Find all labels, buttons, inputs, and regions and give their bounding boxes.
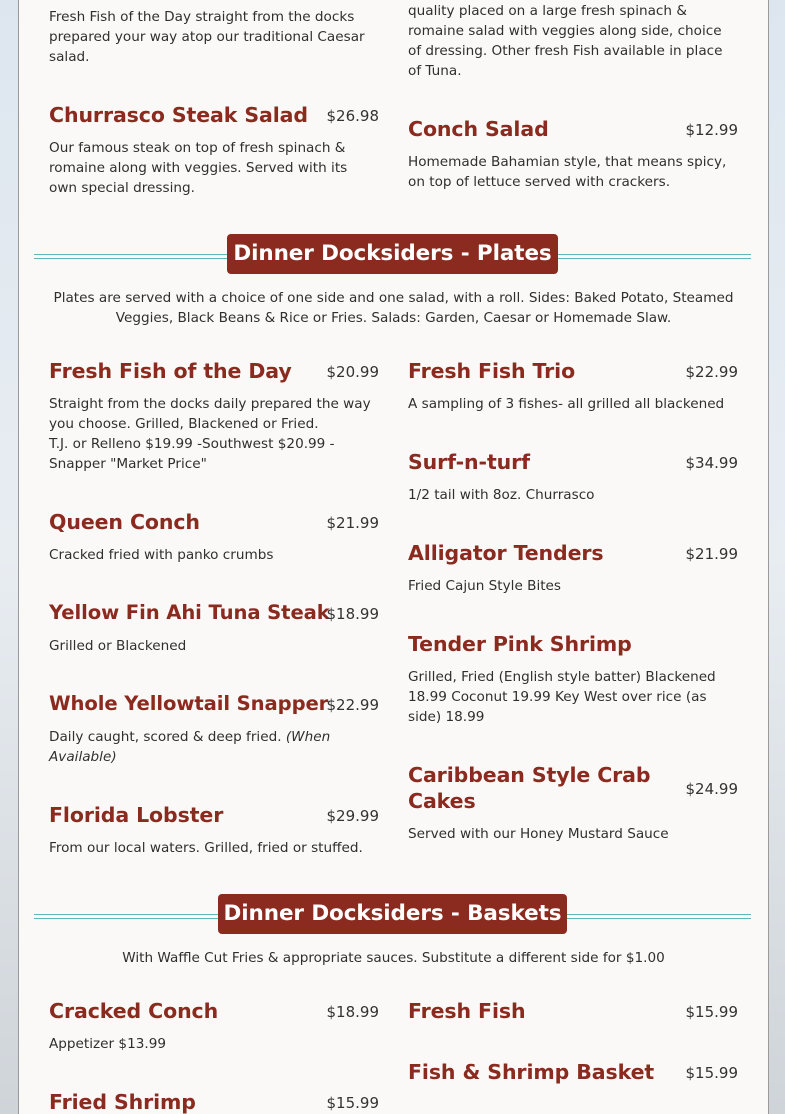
menu-item-yellow-fin-tuna <box>49 600 379 660</box>
item-name: Florida Lobster <box>49 803 224 827</box>
item-description: quality placed on a large fresh spinach & romaine salad with veggies along side, choice of dressing. Other fresh Fish available in place of Tuna. <box>408 3 723 79</box>
item-description: Cracked fried with panko crumbs <box>49 547 274 563</box>
item-name: Fresh Fish of the Day <box>49 359 292 383</box>
item-price: $24.99 <box>685 780 738 798</box>
item-description: Grilled, Fried (English style batter) Blackened 18.99 Coconut 19.99 Key West over rice (as side) 18.99 <box>408 669 716 725</box>
item-price: $18.99 <box>326 1003 379 1021</box>
menu-item-churrasco-steak-salad <box>49 102 379 202</box>
item-description: A sampling of 3 fishes- all grilled all blackened <box>408 396 725 412</box>
item-description: Appetizer $13.99 <box>49 1036 167 1052</box>
item-description: Fried Cajun Style Bites <box>408 578 562 594</box>
menu-item-conch-salad <box>408 116 738 196</box>
item-name: Tender Pink Shrimp <box>408 632 632 656</box>
item-description <box>49 727 339 767</box>
menu-item-fresh-fish-of-the-day <box>49 358 379 478</box>
menu-item-surf-n-turf <box>408 449 738 509</box>
item-price: $15.99 <box>685 1003 738 1021</box>
item-name: Fried Shrimp <box>49 1090 196 1114</box>
item-description: Our famous steak on top of fresh spinach & romaine along with veggies. Served with its own special dressing. <box>49 140 348 196</box>
item-name: Surf-n-turf <box>408 450 530 474</box>
item-price: $12.99 <box>685 121 738 139</box>
section-intro-baskets: With Waffle Cut Fries & appropriate sauces. Substitute a different side for $1.00 <box>122 950 665 966</box>
item-name: Conch Salad <box>408 117 549 141</box>
item-name: Cracked Conch <box>49 999 219 1023</box>
menu-item-fish-shrimp-basket <box>408 1059 738 1089</box>
menu-item-fresh-fish-trio <box>408 358 738 418</box>
item-description: From our local waters. Grilled, fried or stuffed. <box>49 840 363 856</box>
item-description-text: Daily caught, scored & deep fried. <box>49 729 286 745</box>
menu-item-alligator-tenders <box>408 540 738 600</box>
item-name: Queen Conch <box>49 510 200 534</box>
item-description: Homemade Bahamian style, that means spicy, on top of lettuce served with crackers. <box>408 154 727 190</box>
item-price: $29.99 <box>326 807 379 825</box>
menu-item-florida-lobster <box>49 802 379 862</box>
menu-item-caribbean-crab-cakes <box>408 762 738 852</box>
item-name: Fish & Shrimp Basket <box>408 1060 655 1084</box>
item-price: $26.98 <box>326 107 379 125</box>
item-name: Whole Yellowtail Snapper <box>49 692 329 715</box>
section-title-baskets: Dinner Docksiders - Baskets <box>218 894 567 934</box>
menu-page <box>18 0 769 1114</box>
menu-item-whole-yellowtail-snapper <box>49 691 379 771</box>
item-price: $34.99 <box>685 454 738 472</box>
section-title-plates: Dinner Docksiders - Plates <box>227 234 558 274</box>
menu-item-fresh-fish-basket <box>408 998 738 1028</box>
menu-item-cracked-conch <box>49 998 379 1058</box>
item-name: Alligator Tenders <box>408 541 604 565</box>
item-description: Grilled or Blackened <box>49 638 187 654</box>
item-description-note: (When Available) <box>49 729 331 765</box>
item-price: $20.99 <box>326 363 379 381</box>
item-description: Served with our Honey Mustard Sauce <box>408 826 669 842</box>
item-price: $15.99 <box>685 1064 738 1082</box>
item-price: $21.99 <box>685 545 738 563</box>
menu-item-queen-conch <box>49 509 379 569</box>
item-description: 1/2 tail with 8oz. Churrasco <box>408 487 595 503</box>
item-description: Fresh Fish of the Day straight from the docks prepared your way atop our traditional Caesar salad. <box>49 9 365 65</box>
item-name: Caribbean Style Crab Cakes <box>408 763 651 813</box>
item-name: Churrasco Steak Salad <box>49 103 308 127</box>
item-price: $22.99 <box>685 363 738 381</box>
item-price: $21.99 <box>326 514 379 532</box>
item-name: Yellow Fin Ahi Tuna Steak <box>49 601 330 624</box>
item-price: $18.99 <box>326 605 379 623</box>
section-intro-plates: Plates are served with a choice of one side and one salad, with a roll. Sides: Baked Potato, Steamed Veggies, Black Beans & Rice or Fries. Salads: Garden, Caesar or Homemade Slaw. <box>53 290 734 326</box>
item-price: $22.99 <box>326 696 379 714</box>
item-price: $15.99 <box>326 1094 379 1112</box>
menu-item-fried-shrimp <box>49 1089 379 1114</box>
menu-item-tender-pink-shrimp <box>408 631 738 731</box>
item-name: Fresh Fish <box>408 999 526 1023</box>
item-description: Straight from the docks daily prepared the way you choose. Grilled, Blackened or Fried. T.J. or Relleno $19.99 -Southwest $20.99 - Snapper "Market Price" <box>49 396 371 472</box>
item-name: Fresh Fish Trio <box>408 359 576 383</box>
